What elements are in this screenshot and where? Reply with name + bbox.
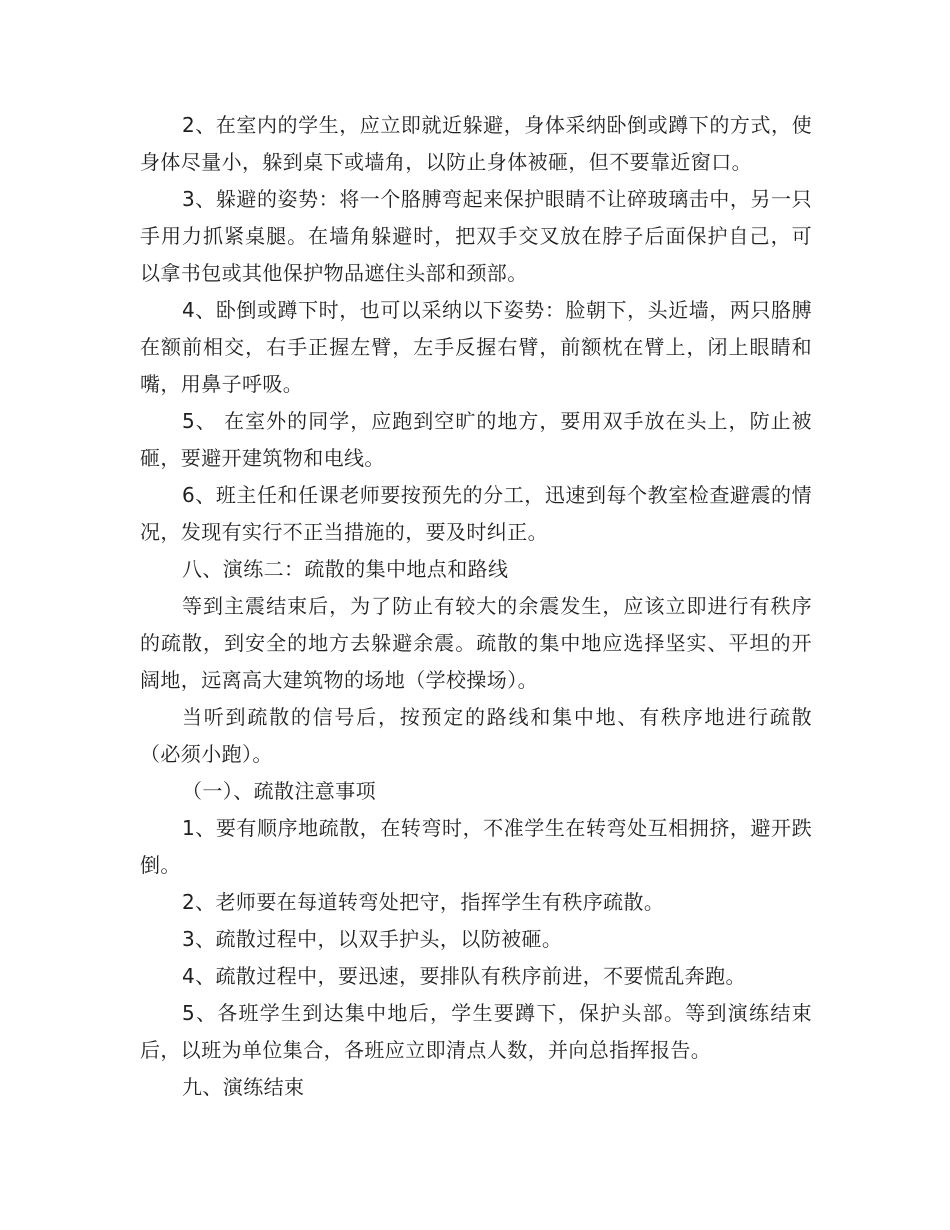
section-heading-evacuation: 八、演练二：疏散的集中地点和路线 (182, 557, 509, 581)
paragraph-note-2: 2、老师要在每道转弯处把守，指挥学生有秩序疏散。 (182, 890, 665, 914)
paragraph-note-3: 3、疏散过程中，以双手护头，以防被砸。 (182, 927, 563, 951)
paragraph-note-5: 5、各班学生到达集中地后，学生要蹲下，保护头部。等到演练结束后，以班为单位集合，各班应立即清点人数，并向总指挥报告。 (140, 1001, 812, 1062)
subheading-evacuation-notes: （一）、疏散注意事项 (182, 779, 376, 803)
paragraph-lying-posture: 4、卧倒或蹲下时，也可以采纳以下姿势：脸朝下，头近墙，两只胳膊在额前相交，右手正握左臂，左手反握右臂，前额枕在臂上，闭上眼睛和嘴，用鼻子呼吸。 (140, 298, 812, 396)
paragraph-outdoor-students: 5、 在室外的同学，应跑到空旷的地方，要用双手放在头上，防止被砸，要避开建筑物和电线。 (140, 409, 812, 470)
paragraph-after-mainshock: 等到主震结束后，为了防止有较大的余震发生，应该立即进行有秩序的疏散，到安全的地方去躲避余震。疏散的集中地应选择坚实、平坦的开阔地，远离高大建筑物的场地（学校操场）。 (140, 594, 812, 692)
paragraph-note-4: 4、疏散过程中，要迅速，要排队有秩序前进，不要慌乱奔跑。 (182, 964, 746, 988)
paragraph-note-1: 1、要有顺序地疏散，在转弯时，不准学生在转弯处互相拥挤，避开跌倒。 (140, 816, 812, 877)
document-body (140, 107, 812, 1106)
paragraph-indoor-students: 2、在室内的学生，应立即就近躲避，身体采纳卧倒或蹲下的方式，使身体尽量小，躲到桌下或墙角，以防止身体被砸，但不要靠近窗口。 (140, 113, 812, 174)
paragraph-teacher-check: 6、班主任和任课老师要按预先的分工，迅速到每个教室检查避震的情况，发现有实行不正当措施的，要及时纠正。 (140, 483, 812, 544)
section-heading-end: 九、演练结束 (182, 1075, 305, 1099)
paragraph-hiding-posture: 3、躲避的姿势：将一个胳膊弯起来保护眼睛不让碎玻璃击中，另一只手用力抓紧桌腿。在墙角躲避时，把双手交叉放在脖子后面保护自己，可以拿书包或其他保护物品遮住头部和颈部。 (140, 187, 812, 285)
paragraph-evacuation-signal: 当听到疏散的信号后，按预定的路线和集中地、有秩序地进行疏散（必须小跑）。 (140, 705, 812, 766)
